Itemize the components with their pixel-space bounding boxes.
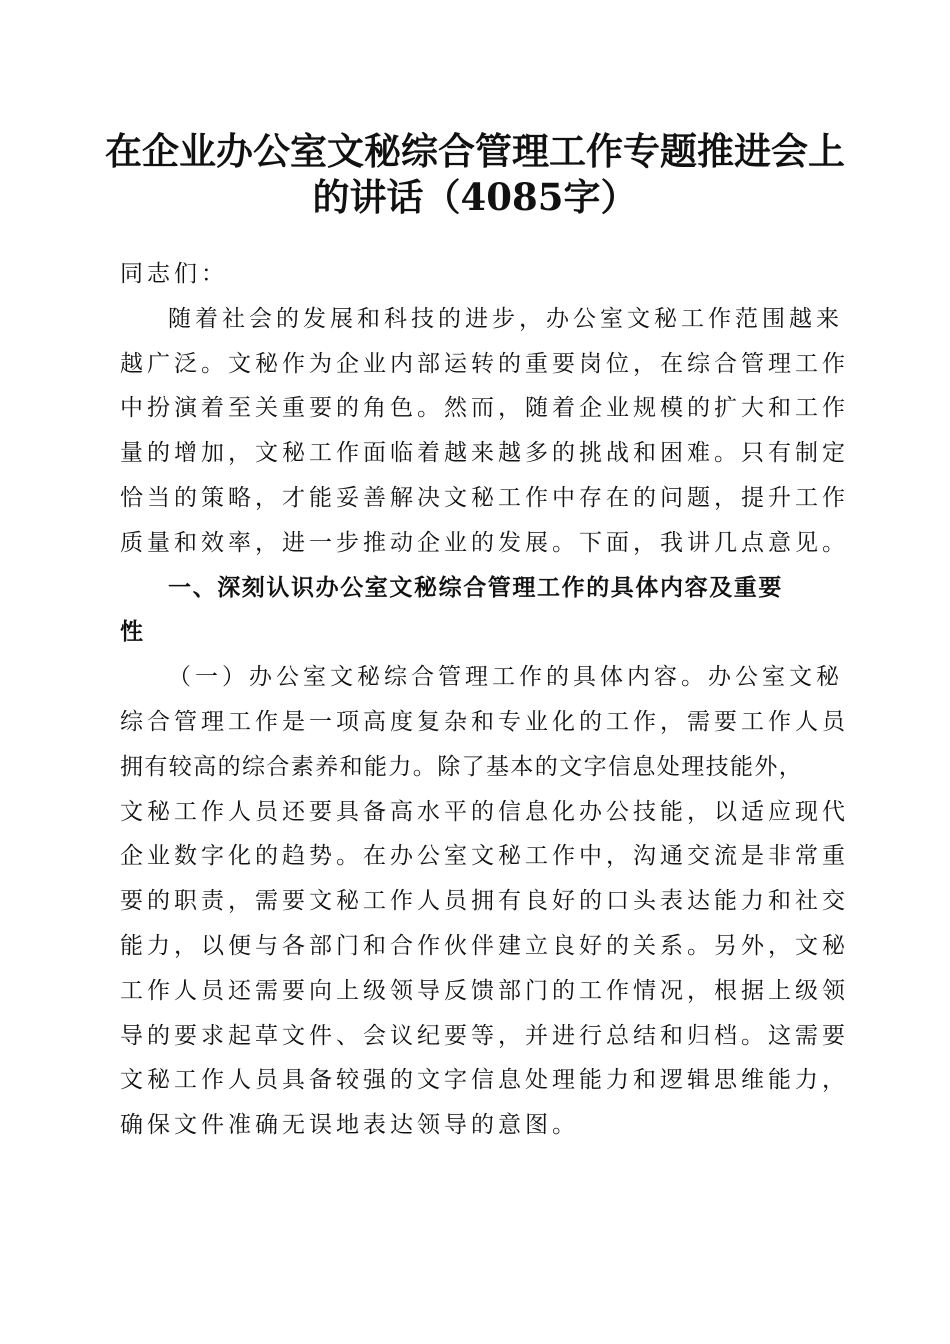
title-line-2: 的讲话（4085字） (312, 175, 638, 219)
intro-line-6: 质量和效率，进一步推动企业的发展。下面，我讲几点意见。 (120, 529, 849, 556)
intro-line-5: 恰当的策略，才能妥善解决文秘工作中存在的问题，提升工作 (120, 484, 849, 511)
section-heading-line-2: 性 (120, 619, 145, 646)
subsection-line-9: 导的要求起草文件、会议纪要等，并进行总结和归档。这需要 (120, 1022, 849, 1049)
section-heading (120, 566, 838, 656)
intro-line-4: 量的增加，文秘工作面临着越来越多的挑战和困难。只有制定 (120, 440, 849, 467)
document-body (120, 252, 849, 1148)
subsection-line-7: 能力，以便与各部门和合作伙伴建立良好的关系。另外，文秘 (120, 932, 849, 959)
subsection-line-4: 文秘工作人员还要具备高水平的信息化办公技能，以适应现代 (120, 798, 849, 825)
salutation-paragraph (120, 252, 838, 297)
intro-line-3: 中扮演着至关重要的角色。然而，随着企业规模的扩大和工作 (120, 395, 849, 422)
subsection-line-6: 要的职责，需要文秘工作人员拥有良好的口头表达能力和社交 (120, 888, 849, 915)
subsection-line-3: 拥有较高的综合素养和能力。除了基本的文字信息处理技能外， (120, 753, 804, 780)
subsection-paragraph (120, 655, 849, 1148)
subsection-line-2: 综合管理工作是一项高度复杂和专业化的工作，需要工作人员 (120, 708, 849, 735)
subsection-line-8: 工作人员还需要向上级领导反馈部门的工作情况，根据上级领 (120, 977, 849, 1004)
subsection-line-1: （一）办公室文秘综合管理工作的具体内容。办公室文秘 (168, 664, 843, 691)
intro-line-1: 随着社会的发展和科技的进步，办公室文秘工作范围越来 (168, 305, 843, 332)
section-heading-line-1: 一、深刻认识办公室文秘综合管理工作的具体内容及重要 (168, 574, 783, 601)
document-title (100, 128, 850, 220)
subsection-line-11: 确保文件准确无误地表达领导的意图。 (120, 1112, 579, 1139)
subsection-line-10: 文秘工作人员具备较强的文字信息处理能力和逻辑思维能力， (120, 1067, 849, 1094)
intro-paragraph (120, 297, 849, 566)
intro-line-2: 越广泛。文秘作为企业内部运转的重要岗位，在综合管理工作 (120, 350, 849, 377)
title-line-1: 在企业办公室文秘综合管理工作专题推进会上 (105, 129, 845, 173)
subsection-line-5: 企业数字化的趋势。在办公室文秘工作中，沟通交流是非常重 (120, 843, 849, 870)
salutation: 同志们： (120, 261, 228, 287)
